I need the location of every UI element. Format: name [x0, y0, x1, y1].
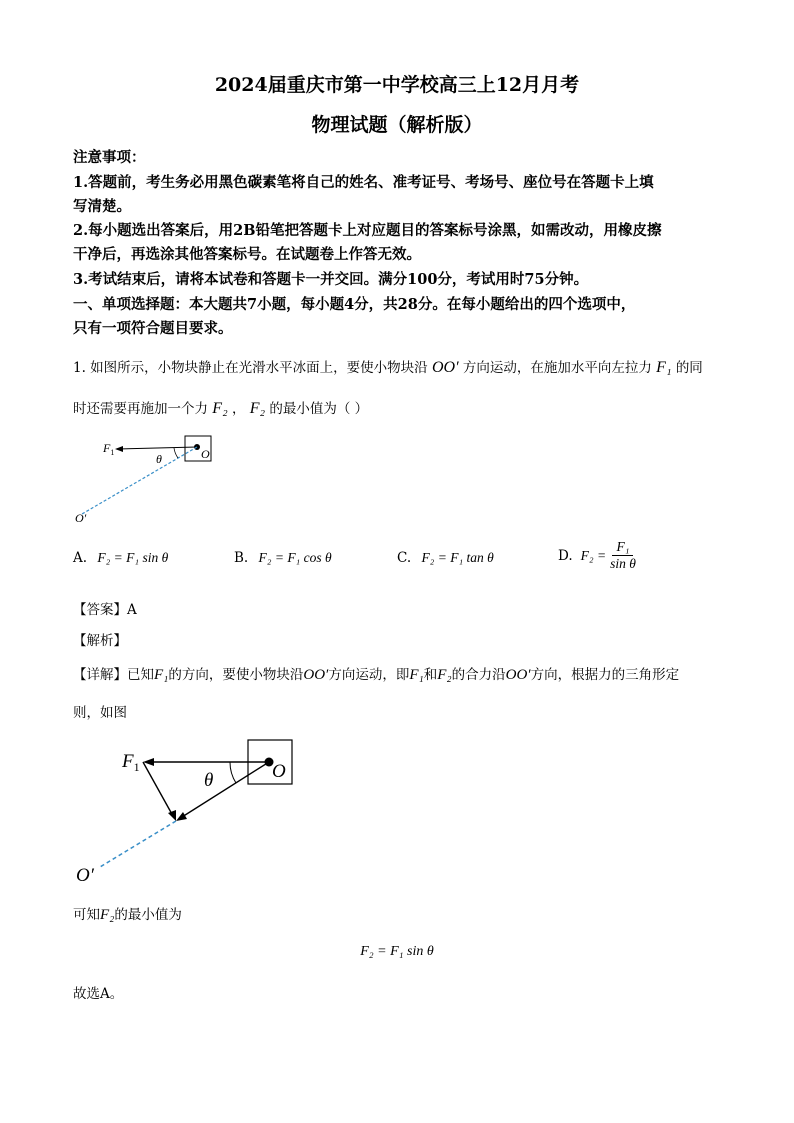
question-1-text-a: 1. 如图所示，小物块静止在光滑水平冰面上，要使小物块沿 [73, 360, 428, 376]
conclusion-f2: F₂ [100, 907, 115, 923]
oo-prime-symbol: OO′ [431, 359, 459, 376]
detail-text-c: 方向运动，即 [328, 667, 410, 683]
option-a[interactable] [73, 550, 168, 566]
document-title: 2024届重庆市第一中学校高三上12月月考 [214, 74, 580, 96]
option-b-label: B. [234, 550, 249, 566]
option-d[interactable] [558, 539, 636, 572]
notice-item-1-line-2: 写清楚。 [73, 198, 131, 215]
theta-label: θ [156, 452, 162, 466]
question-1-text-d: 时还需要再施加一个力 [73, 401, 208, 417]
conclusion-line [73, 904, 182, 926]
detail-oo: OO′ [303, 667, 329, 683]
detail-f1-b: F₁ [409, 667, 424, 683]
answer-line [73, 598, 137, 618]
f2-arrow-head [168, 810, 176, 821]
answer-value: A [127, 602, 137, 618]
detail-text-f: 方向，根据力的三角形定 [530, 667, 680, 683]
f2-symbol: F₂ [212, 400, 228, 417]
detail-text-e: 的合力沿 [451, 667, 506, 683]
option-d-denominator: sin θ [610, 556, 636, 571]
notice-heading: 注意事项： [73, 149, 146, 166]
option-d-label: D. [558, 547, 573, 564]
f2-symbol-2: F₂ [249, 400, 266, 417]
detail-f1: F₁ [154, 667, 169, 683]
option-d-lhs: F₂ = [580, 547, 607, 563]
o-prime-label-large: O′ [76, 865, 94, 886]
option-d-numerator: F₁ [612, 539, 633, 556]
answer-figure [70, 734, 310, 886]
detail-line-2: 则，如图 [73, 705, 127, 721]
o-label-large: O [272, 761, 286, 782]
detail-text-b: 的方向，要使小物块沿 [168, 667, 304, 683]
detail-tag: 【详解】 [73, 667, 127, 683]
f1-arrow-head [115, 446, 123, 452]
resultant-arrow-head [176, 812, 187, 821]
answer-tag: 【答案】 [73, 602, 127, 618]
f2-arrow-line [143, 762, 173, 816]
notice-item-1-line-1: 1.答题前，考生务必用黑色碳素笔将自己的姓名、准考证号、考场号、座位号在答题卡上填 [73, 174, 654, 191]
option-a-expr: F₂ = F₁ sin θ [97, 550, 169, 565]
theta-arc [174, 448, 178, 458]
notice-item-2-line-2: 干净后，再选涂其他答案标号。在试题卷上作答无效。 [73, 246, 421, 263]
detail-f2: F₂ [437, 667, 452, 683]
oo-prime-dashed-line [82, 447, 197, 514]
question-1-text-e: ， [231, 401, 246, 417]
question-1-figure [70, 428, 230, 528]
detail-text-d: 和 [423, 667, 438, 683]
question-1-text-f: 的最小值为（ ） [269, 401, 369, 417]
analysis-tag: 【解析】 [73, 633, 127, 649]
option-c-label: C. [397, 550, 412, 566]
f1-symbol: F₁ [656, 359, 672, 376]
question-1-line-2 [73, 398, 368, 420]
option-b-expr: F₂ = F₁ cos θ [258, 550, 332, 565]
option-a-label: A. [73, 550, 88, 566]
question-1-line-1 [73, 357, 703, 379]
detail-oo-b: OO′ [505, 667, 531, 683]
f1-label: $F_1$ [103, 441, 115, 457]
theta-arc-large [230, 762, 236, 783]
resultant-arrow-line [182, 762, 269, 817]
theta-label-large: θ [204, 770, 214, 791]
option-c[interactable] [397, 550, 494, 566]
option-d-fraction [610, 539, 636, 572]
f1-label-large: $F_1$ [122, 751, 140, 774]
section-heading-line-2: 只有一项符合题目要求。 [73, 320, 233, 337]
conclusion-text-a: 可知 [73, 907, 100, 923]
conclusion-text-b: 的最小值为 [114, 907, 182, 923]
question-1-text-b: 方向运动，在施加水平向左拉力 [462, 360, 652, 376]
notice-item-2-line-1: 2.每小题选出答案后，用2B铅笔把答题卡上对应题目的答案标号涂黑，如需改动，用橡皮擦 [73, 222, 662, 239]
o-prime-label: O′ [75, 511, 87, 525]
result-formula: F₂ = F₁ sin θ [360, 944, 434, 959]
question-1-text-c: 的同 [675, 360, 703, 376]
detail-text-a: 已知 [127, 667, 154, 683]
oo-prime-dashed-line-large [100, 821, 176, 867]
option-c-expr: F₂ = F₁ tan θ [421, 550, 494, 565]
final-answer: 故选A。 [73, 986, 124, 1002]
detail-line-1 [73, 664, 679, 686]
notice-item-3: 3.考试结束后，请将本试卷和答题卡一并交回。满分100分，考试用时75分钟。 [73, 271, 589, 288]
o-label: O [201, 447, 210, 461]
document-subtitle: 物理试题（解析版） [311, 114, 483, 136]
section-heading-line-1: 一、单项选择题：本大题共7小题，每小题4分，共28分。在每小题给出的四个选项中， [73, 296, 636, 313]
option-b[interactable] [234, 550, 332, 566]
